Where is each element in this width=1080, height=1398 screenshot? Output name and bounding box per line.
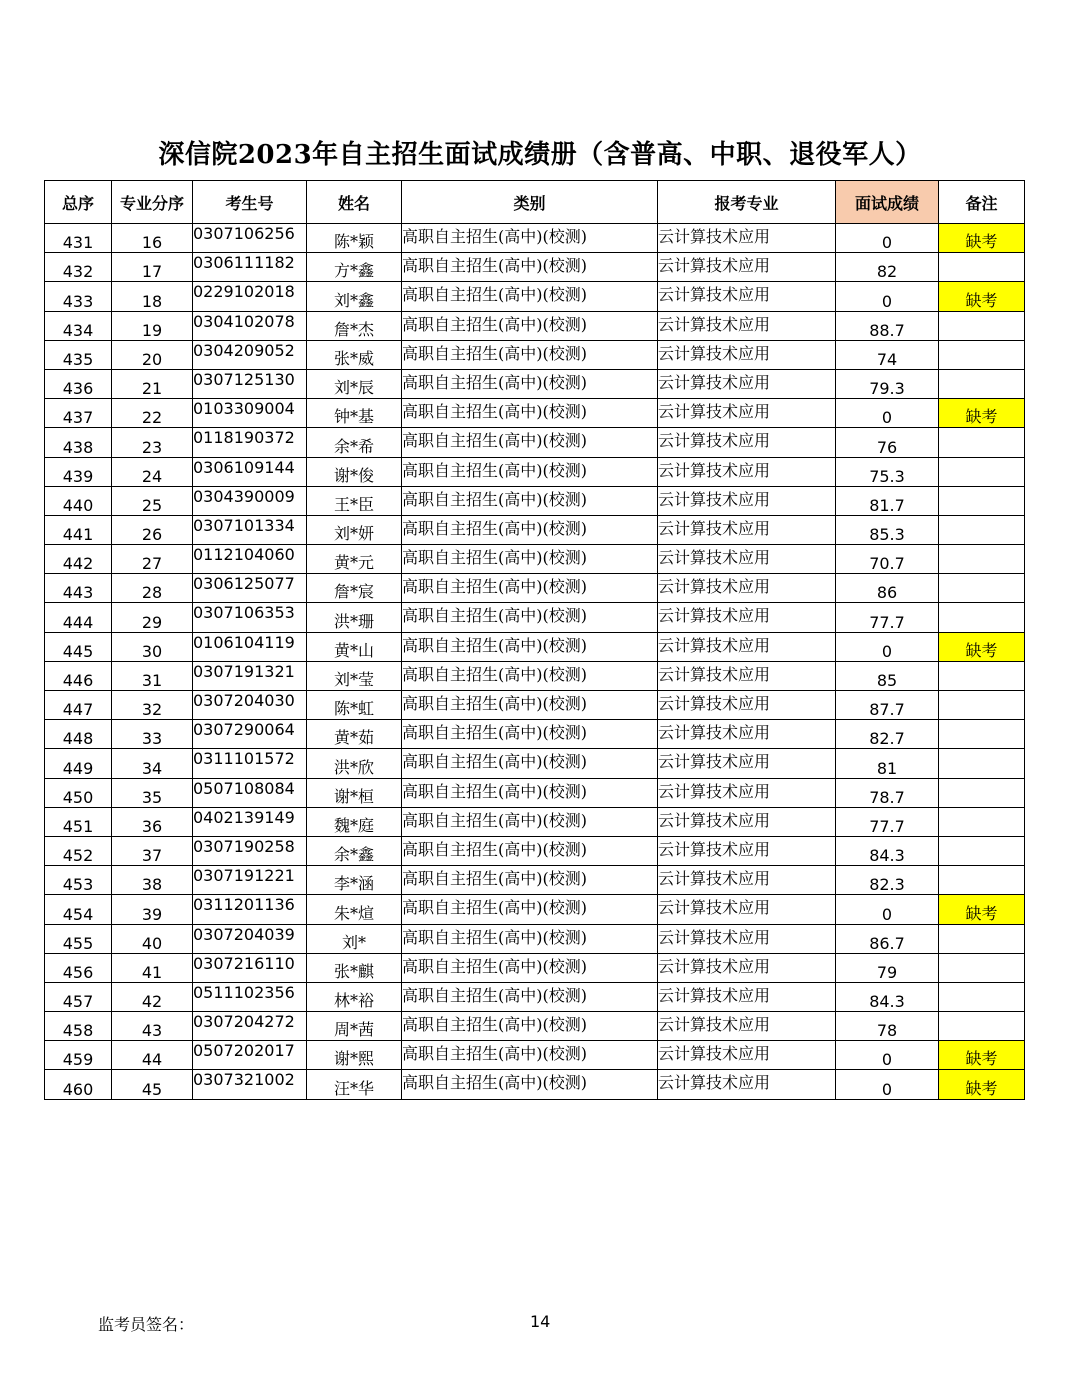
cell-candidate-id: 0307321002: [193, 1070, 307, 1099]
cell-major-index: 44: [112, 1041, 193, 1070]
cell-candidate-id: 0307204030: [193, 691, 307, 720]
cell-major-index: 20: [112, 340, 193, 369]
cell-major: 云计算技术应用: [658, 369, 836, 398]
table-row: [45, 486, 1025, 515]
cell-category: 高职自主招生(高中)(校测): [402, 1070, 658, 1099]
cell-name: 谢*俊: [307, 457, 402, 486]
cell-remark: 缺考: [939, 1041, 1025, 1070]
cell-score: 70.7: [836, 545, 939, 574]
cell-remark: [939, 720, 1025, 749]
cell-remark: 缺考: [939, 1070, 1025, 1099]
cell-category: 高职自主招生(高中)(校测): [402, 486, 658, 515]
cell-score: 84.3: [836, 982, 939, 1011]
cell-major: 云计算技术应用: [658, 895, 836, 924]
cell-remark: [939, 457, 1025, 486]
cell-major: 云计算技术应用: [658, 311, 836, 340]
cell-score: 0: [836, 282, 939, 311]
cell-remark: 缺考: [939, 282, 1025, 311]
cell-candidate-id: 0307191321: [193, 661, 307, 690]
cell-candidate-id: 0311201136: [193, 895, 307, 924]
cell-total-index: 444: [45, 603, 112, 632]
cell-candidate-id: 0106104119: [193, 632, 307, 661]
cell-total-index: 456: [45, 953, 112, 982]
page-title: 深信院2023年自主招生面试成绩册（含普高、中职、退役军人）: [158, 140, 922, 170]
cell-major: 云计算技术应用: [658, 778, 836, 807]
cell-category: 高职自主招生(高中)(校测): [402, 866, 658, 895]
cell-score: 0: [836, 1041, 939, 1070]
cell-total-index: 457: [45, 982, 112, 1011]
cell-major-index: 26: [112, 515, 193, 544]
cell-major: 云计算技术应用: [658, 574, 836, 603]
cell-major: 云计算技术应用: [658, 399, 836, 428]
cell-total-index: 446: [45, 661, 112, 690]
cell-category: 高职自主招生(高中)(校测): [402, 311, 658, 340]
cell-name: 刘*莹: [307, 661, 402, 690]
table-row: [45, 924, 1025, 953]
page-number: 14: [530, 1312, 551, 1331]
cell-remark: 缺考: [939, 895, 1025, 924]
cell-total-index: 447: [45, 691, 112, 720]
cell-score: 84.3: [836, 836, 939, 865]
cell-candidate-id: 0307125130: [193, 369, 307, 398]
cell-score: 82.3: [836, 866, 939, 895]
cell-category: 高职自主招生(高中)(校测): [402, 369, 658, 398]
cell-total-index: 442: [45, 545, 112, 574]
cell-name: 黄*茹: [307, 720, 402, 749]
cell-score: 81: [836, 749, 939, 778]
cell-score: 0: [836, 224, 939, 253]
cell-major: 云计算技术应用: [658, 836, 836, 865]
cell-name: 刘*: [307, 924, 402, 953]
cell-name: 谢*熙: [307, 1041, 402, 1070]
table-row: [45, 399, 1025, 428]
cell-remark: [939, 661, 1025, 690]
cell-category: 高职自主招生(高中)(校测): [402, 632, 658, 661]
cell-major: 云计算技术应用: [658, 1070, 836, 1099]
table-row: [45, 632, 1025, 661]
cell-name: 李*涵: [307, 866, 402, 895]
cell-remark: [939, 340, 1025, 369]
cell-candidate-id: 0311101572: [193, 749, 307, 778]
cell-category: 高职自主招生(高中)(校测): [402, 661, 658, 690]
cell-category: 高职自主招生(高中)(校测): [402, 224, 658, 253]
cell-remark: [939, 369, 1025, 398]
cell-score: 78.7: [836, 778, 939, 807]
cell-name: 黄*山: [307, 632, 402, 661]
cell-major: 云计算技术应用: [658, 691, 836, 720]
cell-candidate-id: 0307191221: [193, 866, 307, 895]
cell-major: 云计算技术应用: [658, 749, 836, 778]
cell-major: 云计算技术应用: [658, 457, 836, 486]
cell-major: 云计算技术应用: [658, 807, 836, 836]
table-row: [45, 574, 1025, 603]
cell-category: 高职自主招生(高中)(校测): [402, 836, 658, 865]
score-table: [44, 180, 1025, 1100]
cell-score: 76: [836, 428, 939, 457]
cell-name: 钟*基: [307, 399, 402, 428]
cell-score: 87.7: [836, 691, 939, 720]
cell-major: 云计算技术应用: [658, 545, 836, 574]
cell-remark: 缺考: [939, 399, 1025, 428]
cell-major: 云计算技术应用: [658, 340, 836, 369]
cell-category: 高职自主招生(高中)(校测): [402, 574, 658, 603]
cell-remark: [939, 836, 1025, 865]
cell-category: 高职自主招生(高中)(校测): [402, 253, 658, 282]
header-major: 报考专业: [658, 181, 836, 224]
header-total-index: 总序: [45, 181, 112, 224]
cell-candidate-id: 0307101334: [193, 515, 307, 544]
cell-total-index: 452: [45, 836, 112, 865]
cell-major: 云计算技术应用: [658, 661, 836, 690]
table-row: [45, 545, 1025, 574]
cell-category: 高职自主招生(高中)(校测): [402, 282, 658, 311]
cell-category: 高职自主招生(高中)(校测): [402, 749, 658, 778]
cell-remark: [939, 982, 1025, 1011]
table-row: [45, 866, 1025, 895]
cell-candidate-id: 0511102356: [193, 982, 307, 1011]
cell-major-index: 28: [112, 574, 193, 603]
cell-major-index: 16: [112, 224, 193, 253]
cell-name: 黄*元: [307, 545, 402, 574]
cell-score: 82.7: [836, 720, 939, 749]
cell-category: 高职自主招生(高中)(校测): [402, 778, 658, 807]
cell-name: 余*鑫: [307, 836, 402, 865]
table-row: [45, 661, 1025, 690]
cell-category: 高职自主招生(高中)(校测): [402, 515, 658, 544]
cell-name: 方*鑫: [307, 253, 402, 282]
table-row: [45, 311, 1025, 340]
table-row: [45, 778, 1025, 807]
table-row: [45, 1041, 1025, 1070]
cell-remark: [939, 691, 1025, 720]
cell-major: 云计算技术应用: [658, 428, 836, 457]
cell-category: 高职自主招生(高中)(校测): [402, 1041, 658, 1070]
cell-total-index: 443: [45, 574, 112, 603]
cell-candidate-id: 0307204272: [193, 1012, 307, 1041]
cell-name: 陈*颖: [307, 224, 402, 253]
cell-major-index: 35: [112, 778, 193, 807]
table-row: [45, 895, 1025, 924]
cell-candidate-id: 0507202017: [193, 1041, 307, 1070]
cell-candidate-id: 0112104060: [193, 545, 307, 574]
cell-name: 汪*华: [307, 1070, 402, 1099]
cell-candidate-id: 0118190372: [193, 428, 307, 457]
cell-total-index: 432: [45, 253, 112, 282]
cell-candidate-id: 0402139149: [193, 807, 307, 836]
table-row: [45, 340, 1025, 369]
cell-major-index: 23: [112, 428, 193, 457]
cell-score: 86.7: [836, 924, 939, 953]
cell-candidate-id: 0304209052: [193, 340, 307, 369]
cell-major: 云计算技术应用: [658, 224, 836, 253]
cell-major-index: 45: [112, 1070, 193, 1099]
cell-name: 洪*欣: [307, 749, 402, 778]
table-row: [45, 224, 1025, 253]
cell-total-index: 453: [45, 866, 112, 895]
cell-remark: [939, 603, 1025, 632]
cell-total-index: 434: [45, 311, 112, 340]
cell-name: 林*裕: [307, 982, 402, 1011]
cell-major: 云计算技术应用: [658, 632, 836, 661]
cell-name: 洪*珊: [307, 603, 402, 632]
cell-major: 云计算技术应用: [658, 515, 836, 544]
cell-total-index: 441: [45, 515, 112, 544]
cell-major-index: 42: [112, 982, 193, 1011]
cell-candidate-id: 0507108084: [193, 778, 307, 807]
cell-total-index: 437: [45, 399, 112, 428]
cell-score: 0: [836, 895, 939, 924]
cell-category: 高职自主招生(高中)(校测): [402, 720, 658, 749]
cell-name: 张*麒: [307, 953, 402, 982]
cell-name: 刘*妍: [307, 515, 402, 544]
cell-major-index: 41: [112, 953, 193, 982]
cell-total-index: 436: [45, 369, 112, 398]
cell-major-index: 22: [112, 399, 193, 428]
cell-remark: [939, 924, 1025, 953]
cell-remark: [939, 311, 1025, 340]
cell-major: 云计算技术应用: [658, 1041, 836, 1070]
table-row: [45, 603, 1025, 632]
cell-major-index: 43: [112, 1012, 193, 1041]
cell-score: 78: [836, 1012, 939, 1041]
cell-major: 云计算技术应用: [658, 720, 836, 749]
cell-candidate-id: 0306125077: [193, 574, 307, 603]
header-score: 面试成绩: [836, 181, 939, 224]
cell-score: 81.7: [836, 486, 939, 515]
cell-name: 余*希: [307, 428, 402, 457]
cell-major-index: 30: [112, 632, 193, 661]
cell-total-index: 455: [45, 924, 112, 953]
header-row: [45, 181, 1025, 224]
cell-total-index: 438: [45, 428, 112, 457]
cell-remark: [939, 428, 1025, 457]
table-row: [45, 1012, 1025, 1041]
cell-score: 0: [836, 399, 939, 428]
cell-category: 高职自主招生(高中)(校测): [402, 457, 658, 486]
cell-major-index: 18: [112, 282, 193, 311]
cell-remark: [939, 953, 1025, 982]
table-row: [45, 836, 1025, 865]
cell-name: 詹*宸: [307, 574, 402, 603]
table-row: [45, 428, 1025, 457]
cell-score: 85.3: [836, 515, 939, 544]
cell-major-index: 31: [112, 661, 193, 690]
cell-remark: [939, 515, 1025, 544]
cell-score: 82: [836, 253, 939, 282]
cell-name: 刘*辰: [307, 369, 402, 398]
cell-major: 云计算技术应用: [658, 1012, 836, 1041]
cell-candidate-id: 0307106353: [193, 603, 307, 632]
cell-major-index: 38: [112, 866, 193, 895]
cell-total-index: 433: [45, 282, 112, 311]
header-candidate-id: 考生号: [193, 181, 307, 224]
table-row: [45, 953, 1025, 982]
cell-major-index: 27: [112, 545, 193, 574]
cell-category: 高职自主招生(高中)(校测): [402, 428, 658, 457]
cell-total-index: 445: [45, 632, 112, 661]
cell-candidate-id: 0304390009: [193, 486, 307, 515]
table-row: [45, 807, 1025, 836]
invigilator-signature-label: 监考员签名：: [98, 1315, 195, 1334]
header-name: 姓名: [307, 181, 402, 224]
cell-category: 高职自主招生(高中)(校测): [402, 895, 658, 924]
cell-total-index: 460: [45, 1070, 112, 1099]
cell-category: 高职自主招生(高中)(校测): [402, 545, 658, 574]
cell-score: 86: [836, 574, 939, 603]
cell-major-index: 39: [112, 895, 193, 924]
cell-category: 高职自主招生(高中)(校测): [402, 1012, 658, 1041]
cell-remark: 缺考: [939, 224, 1025, 253]
cell-major-index: 17: [112, 253, 193, 282]
header-category: 类别: [402, 181, 658, 224]
cell-name: 魏*庭: [307, 807, 402, 836]
cell-remark: [939, 574, 1025, 603]
cell-major: 云计算技术应用: [658, 866, 836, 895]
cell-total-index: 435: [45, 340, 112, 369]
cell-total-index: 448: [45, 720, 112, 749]
cell-score: 85: [836, 661, 939, 690]
cell-name: 王*臣: [307, 486, 402, 515]
table-row: [45, 982, 1025, 1011]
cell-candidate-id: 0307106256: [193, 224, 307, 253]
cell-remark: [939, 1012, 1025, 1041]
cell-major-index: 29: [112, 603, 193, 632]
table-row: [45, 749, 1025, 778]
cell-score: 79.3: [836, 369, 939, 398]
cell-major-index: 34: [112, 749, 193, 778]
cell-score: 0: [836, 632, 939, 661]
table-row: [45, 691, 1025, 720]
cell-remark: [939, 253, 1025, 282]
cell-major-index: 36: [112, 807, 193, 836]
cell-total-index: 431: [45, 224, 112, 253]
cell-major: 云计算技术应用: [658, 603, 836, 632]
cell-candidate-id: 0306111182: [193, 253, 307, 282]
table-row: [45, 720, 1025, 749]
cell-major-index: 33: [112, 720, 193, 749]
cell-major-index: 40: [112, 924, 193, 953]
cell-major: 云计算技术应用: [658, 982, 836, 1011]
cell-category: 高职自主招生(高中)(校测): [402, 691, 658, 720]
cell-category: 高职自主招生(高中)(校测): [402, 924, 658, 953]
cell-total-index: 449: [45, 749, 112, 778]
cell-score: 88.7: [836, 311, 939, 340]
cell-remark: 缺考: [939, 632, 1025, 661]
cell-major: 云计算技术应用: [658, 486, 836, 515]
cell-category: 高职自主招生(高中)(校测): [402, 399, 658, 428]
cell-total-index: 440: [45, 486, 112, 515]
cell-name: 张*威: [307, 340, 402, 369]
cell-candidate-id: 0307190258: [193, 836, 307, 865]
cell-candidate-id: 0229102018: [193, 282, 307, 311]
cell-total-index: 458: [45, 1012, 112, 1041]
cell-remark: [939, 545, 1025, 574]
cell-name: 谢*桓: [307, 778, 402, 807]
cell-name: 陈*虹: [307, 691, 402, 720]
cell-total-index: 450: [45, 778, 112, 807]
cell-score: 74: [836, 340, 939, 369]
cell-major: 云计算技术应用: [658, 282, 836, 311]
cell-major-index: 21: [112, 369, 193, 398]
cell-major-index: 25: [112, 486, 193, 515]
cell-category: 高职自主招生(高中)(校测): [402, 953, 658, 982]
cell-remark: [939, 486, 1025, 515]
cell-total-index: 439: [45, 457, 112, 486]
cell-remark: [939, 807, 1025, 836]
cell-candidate-id: 0307290064: [193, 720, 307, 749]
cell-remark: [939, 749, 1025, 778]
cell-score: 0: [836, 1070, 939, 1099]
table-row: [45, 282, 1025, 311]
cell-category: 高职自主招生(高中)(校测): [402, 982, 658, 1011]
cell-category: 高职自主招生(高中)(校测): [402, 807, 658, 836]
header-remark: 备注: [939, 181, 1025, 224]
cell-major-index: 24: [112, 457, 193, 486]
cell-score: 75.3: [836, 457, 939, 486]
cell-candidate-id: 0304102078: [193, 311, 307, 340]
table-row: [45, 1070, 1025, 1099]
cell-candidate-id: 0307204039: [193, 924, 307, 953]
cell-candidate-id: 0103309004: [193, 399, 307, 428]
cell-candidate-id: 0307216110: [193, 953, 307, 982]
cell-name: 詹*杰: [307, 311, 402, 340]
header-major-index: 专业分序: [112, 181, 193, 224]
table-row: [45, 457, 1025, 486]
cell-name: 朱*煊: [307, 895, 402, 924]
cell-category: 高职自主招生(高中)(校测): [402, 603, 658, 632]
table-row: [45, 253, 1025, 282]
cell-candidate-id: 0306109144: [193, 457, 307, 486]
cell-total-index: 459: [45, 1041, 112, 1070]
cell-name: 刘*鑫: [307, 282, 402, 311]
table-row: [45, 369, 1025, 398]
cell-name: 周*茜: [307, 1012, 402, 1041]
table-row: [45, 515, 1025, 544]
cell-remark: [939, 778, 1025, 807]
cell-major: 云计算技术应用: [658, 253, 836, 282]
cell-score: 77.7: [836, 603, 939, 632]
cell-remark: [939, 866, 1025, 895]
cell-category: 高职自主招生(高中)(校测): [402, 340, 658, 369]
cell-score: 77.7: [836, 807, 939, 836]
cell-total-index: 454: [45, 895, 112, 924]
cell-major-index: 37: [112, 836, 193, 865]
cell-major-index: 32: [112, 691, 193, 720]
cell-major-index: 19: [112, 311, 193, 340]
cell-major: 云计算技术应用: [658, 953, 836, 982]
cell-major: 云计算技术应用: [658, 924, 836, 953]
cell-total-index: 451: [45, 807, 112, 836]
cell-score: 79: [836, 953, 939, 982]
